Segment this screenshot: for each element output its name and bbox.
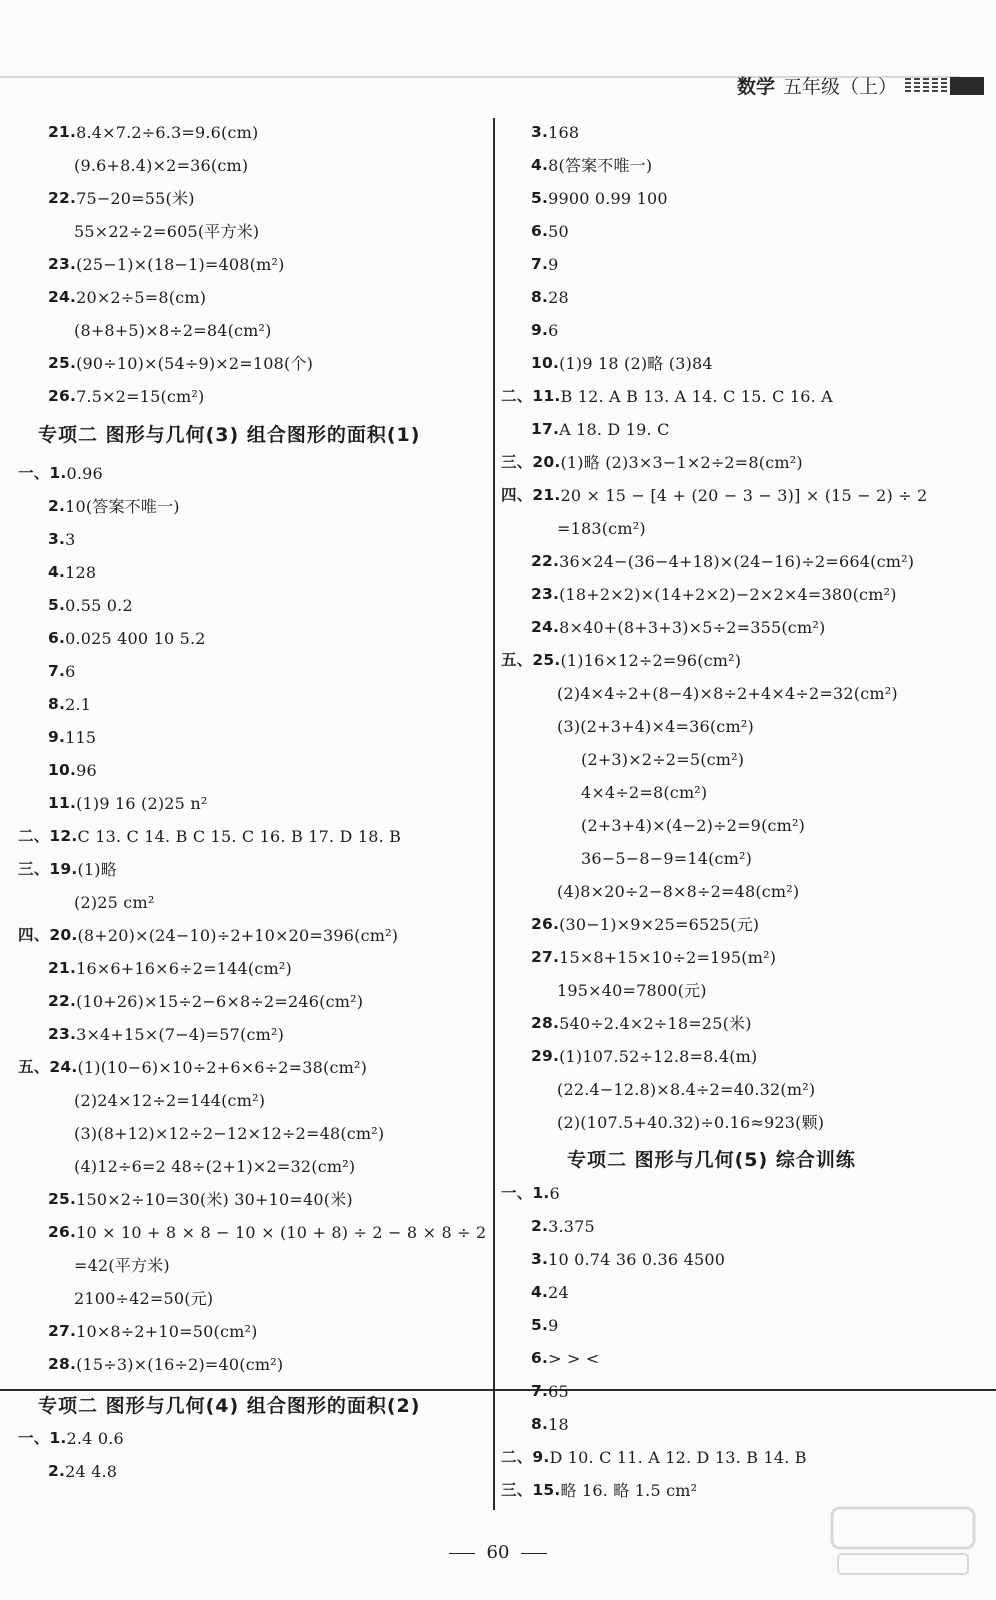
question-number: 7. [48,662,66,680]
question-number: 10. [531,354,560,372]
answer-line [18,721,488,754]
answer-line [501,314,981,347]
answer-line [501,1073,981,1106]
answer-text: B 12. A B 13. A 14. C 15. C 16. A [560,387,833,406]
answer-line [18,655,488,688]
question-number: 四、20. [18,926,78,944]
answer-line [501,413,981,446]
answer-line [18,853,488,886]
answer-text: (2+3+4)×(4−2)÷2=9(cm²) [581,816,806,835]
answer-text: =42(平方米) [74,1256,170,1275]
answer-text: (2)(107.5+40.32)÷0.16≈923(颗) [557,1113,825,1132]
answer-line [501,710,981,743]
answer-line [18,787,488,820]
answer-text: =183(cm²) [557,519,646,538]
answer-line [501,446,981,479]
answer-line [501,743,981,776]
answer-text: 10×8÷2+10=50(cm²) [76,1322,258,1341]
answer-line [501,1375,981,1408]
answer-line [501,842,981,875]
answer-text: 168 [548,123,580,142]
answer-line [501,1210,981,1243]
section-4-title: 专项二 图形与几何(4) 组合图形的面积(2) [38,1395,421,1417]
answer-text: (22.4−12.8)×8.4÷2=40.32(m²) [557,1080,816,1099]
answer-text: 10 × 10 + 8 × 8 − 10 × (10 + 8) ÷ 2 − 8 × 8 ÷ 2 [76,1223,487,1242]
answer-text: 20 × 15 − [4 + (20 − 3 − 3)] × (15 − 2) ÷ 2 [560,486,928,505]
answer-text: 36−5−8−9=14(cm²) [581,849,753,868]
question-number: 10. [48,761,77,779]
answer-line [501,1040,981,1073]
answer-line [18,688,488,721]
question-number: 23. [48,255,77,273]
question-number: 4. [531,156,549,174]
answer-text: 6 [548,321,559,340]
answer-line [501,116,981,149]
answer-text: 540÷2.4×2÷18=25(米) [559,1014,752,1033]
answer-line [18,622,488,655]
answer-text: (4)12÷6=2 48÷(2+1)×2=32(cm²) [74,1157,356,1176]
answer-text: (1)9 16 (2)25 n² [76,794,208,813]
answer-text: 0.96 [66,464,103,483]
question-number: 一、1. [18,1429,67,1447]
answer-line [501,611,981,644]
question-number: 3. [531,1250,549,1268]
answer-text: 4×4÷2=8(cm²) [581,783,708,802]
question-number: 7. [531,1382,549,1400]
question-number: 五、25. [501,651,561,669]
answer-line [18,1084,488,1117]
answer-text: 128 [65,563,97,582]
answer-text: 28 [548,288,569,307]
question-number: 2. [48,497,66,515]
question-number: 9. [48,728,66,746]
question-number: 三、15. [501,1481,561,1499]
question-number: 三、19. [18,860,78,878]
question-number: 28. [48,1355,77,1373]
answer-line [501,1177,981,1210]
answer-text: 75−20=55(米) [76,189,195,208]
question-number: 26. [48,387,77,405]
answer-line [501,479,981,512]
answer-line [18,1117,488,1150]
question-number: 23. [48,1025,77,1043]
answer-text: > > < [548,1349,600,1368]
question-number: 8. [531,1415,549,1433]
left-column [18,116,488,1381]
answer-text: 9 [548,1316,559,1335]
answer-line [18,248,488,281]
answer-text: 24 4.8 [65,1462,118,1481]
answer-text: (4)8×20÷2−8×8÷2=48(cm²) [557,882,800,901]
answer-text: 6 [549,1184,560,1203]
answer-text: (1)(10−6)×10÷2+6×6÷2=38(cm²) [77,1058,368,1077]
answer-line [501,809,981,842]
answer-text: A 18. D 19. C [559,420,670,439]
answer-text: 3 [65,530,76,549]
answer-text: (3)(8+12)×12÷2−12×12÷2=48(cm²) [74,1124,385,1143]
answer-line [18,1422,488,1455]
answer-line [501,1309,981,1342]
question-number: 17. [531,420,560,438]
answer-line [501,578,981,611]
answer-line [501,545,981,578]
answer-line [501,248,981,281]
question-number: 21. [48,123,77,141]
header-decoration [905,77,984,95]
question-number: 4. [48,563,66,581]
answer-line [18,314,488,347]
question-number: 四、21. [501,486,561,504]
answer-line [18,754,488,787]
answer-text: 9900 0.99 100 [548,189,668,208]
answer-line [501,1276,981,1309]
answers-section-4-continued [501,116,981,1139]
answer-line [18,556,488,589]
answer-text: 8(答案不唯一) [548,156,653,175]
question-number: 7. [531,255,549,273]
column-divider [493,118,495,1510]
answer-line [18,985,488,1018]
answer-text: (30−1)×9×25=6525(元) [559,915,760,934]
question-number: 22. [48,189,77,207]
answer-line [501,776,981,809]
answer-line [18,886,488,919]
answer-line [18,380,488,413]
answer-text: (25−1)×(18−1)=408(m²) [76,255,285,274]
answer-text: C 13. C 14. B C 15. C 16. B 17. D 18. B [77,827,402,846]
answer-text: 15×8+15×10÷2=195(m²) [559,948,777,967]
answer-text: 10 0.74 36 0.36 4500 [548,1250,726,1269]
answer-text: 195×40=7800(元) [557,981,707,1000]
answer-line [501,347,981,380]
answer-text: 7.5×2=15(cm²) [76,387,205,406]
answer-text: (90÷10)×(54÷9)×2=108(个) [76,354,314,373]
answers-section-4 [18,1422,488,1488]
question-number: 一、1. [501,1184,550,1202]
question-number: 5. [531,1316,549,1334]
answer-text: (1)略 [77,860,117,879]
question-number: 6. [48,629,66,647]
answer-line [18,1216,488,1249]
question-number: 6. [531,222,549,240]
answer-line [18,1315,488,1348]
answer-text: 略 16. 略 1.5 cm² [560,1481,698,1500]
answer-text: 8.4×7.2÷6.3=9.6(cm) [76,123,259,142]
question-number: 27. [48,1322,77,1340]
question-number: 6. [531,1349,549,1367]
answer-text: 20×2÷5=8(cm) [76,288,207,307]
answer-text: 10(答案不唯一) [65,497,180,516]
answer-line [501,1106,981,1139]
answer-line [18,215,488,248]
question-number: 24. [531,618,560,636]
answer-line [18,952,488,985]
question-number: 8. [48,695,66,713]
answer-text: 115 [65,728,97,747]
answers-section-5 [501,1177,981,1507]
answer-text: 0.55 0.2 [65,596,133,615]
answer-text: (1)107.52÷12.8=8.4(m) [559,1047,758,1066]
answer-line [501,875,981,908]
answer-line [18,1183,488,1216]
answer-line [18,1282,488,1315]
question-number: 3. [531,123,549,141]
answer-line [18,1249,488,1282]
answer-line [501,1007,981,1040]
answer-line [501,1408,981,1441]
question-number: 5. [48,596,66,614]
answer-text: 24 [548,1283,569,1302]
answer-line [18,116,488,149]
answer-line [501,644,981,677]
grade-label: 五年级（上） [782,76,897,98]
answer-line [501,281,981,314]
answer-line [501,908,981,941]
bottom-left-block [18,1392,488,1488]
answer-text: (1)9 18 (2)略 (3)84 [559,354,713,373]
answer-text: (3)(2+3+4)×4=36(cm²) [557,717,754,736]
question-number: 8. [531,288,549,306]
answer-text: (1)16×12÷2=96(cm²) [560,651,742,670]
answer-text: (2)4×4÷2+(8−4)×8÷2+4×4÷2=32(cm²) [557,684,898,703]
answer-line [501,1441,981,1474]
question-number: 5. [531,189,549,207]
answer-line [18,1018,488,1051]
answer-text: (10+26)×15÷2−6×8÷2=246(cm²) [76,992,364,1011]
answers-section-2 [18,116,488,413]
answer-text: 3.375 [548,1217,595,1236]
question-number: 25. [48,1190,77,1208]
answer-line [18,523,488,556]
question-number: 五、24. [18,1058,78,1076]
answer-line [18,182,488,215]
answer-line [18,347,488,380]
section-3-title: 专项二 图形与几何(3) 组合图形的面积(1) [38,424,421,446]
answer-text: (15÷3)×(16÷2)=40(cm²) [76,1355,284,1374]
answer-text: (1)略 (2)3×3−1×2÷2=8(cm²) [560,453,803,472]
answer-text: 36×24−(36−4+18)×(24−16)÷2=664(cm²) [559,552,915,571]
answer-line [501,215,981,248]
question-number: 二、12. [18,827,78,845]
right-column [501,116,981,1507]
answer-text: (8+20)×(24−10)÷2+10×20=396(cm²) [77,926,399,945]
question-number: 26. [531,915,560,933]
answer-text: (9.6+8.4)×2=36(cm) [74,156,249,175]
answer-text: (2+3)×2÷2=5(cm²) [581,750,745,769]
question-number: 三、20. [501,453,561,471]
question-number: 4. [531,1283,549,1301]
answer-line [18,1348,488,1381]
answer-text: 8×40+(8+3+3)×5÷2=355(cm²) [559,618,826,637]
page-header [737,72,984,99]
answer-line [501,941,981,974]
answer-text: D 10. C 11. A 12. D 13. B 14. B [549,1448,807,1467]
answer-line [501,1342,981,1375]
answer-line [18,1051,488,1084]
answer-text: (2)25 cm² [74,893,155,912]
answer-line [18,457,488,490]
answer-line [18,490,488,523]
answer-line [501,1243,981,1276]
question-number: 24. [48,288,77,306]
question-number: 二、9. [501,1448,550,1466]
answer-line [501,380,981,413]
answer-line [18,281,488,314]
answer-text: 18 [548,1415,569,1434]
question-number: 一、1. [18,464,67,482]
question-number: 21. [48,959,77,977]
page-number: 60 [486,1542,510,1563]
section-5-title: 专项二 图形与几何(5) 综合训练 [567,1149,856,1171]
answer-text: 50 [548,222,569,241]
answer-line [18,820,488,853]
answer-line [501,512,981,545]
answer-text: 2.4 0.6 [66,1429,124,1448]
answer-text: 3×4+15×(7−4)=57(cm²) [76,1025,285,1044]
question-number: 23. [531,585,560,603]
answer-text: (18+2×2)×(14+2×2)−2×2×4=380(cm²) [559,585,897,604]
question-number: 二、11. [501,387,561,405]
answer-text: 2.1 [65,695,92,714]
answer-line [501,182,981,215]
question-number: 28. [531,1014,560,1032]
subject-label: 数学 [736,76,775,98]
answer-text: 55×22÷2=605(平方米) [74,222,260,241]
question-number: 3. [48,530,66,548]
answer-text: 9 [548,255,559,274]
question-number: 22. [48,992,77,1010]
watermark-logo [828,1502,978,1580]
question-number: 11. [48,794,77,812]
answer-line [18,919,488,952]
answer-line [18,1150,488,1183]
question-number: 25. [48,354,77,372]
answers-section-3 [18,457,488,1381]
question-number: 2. [48,1462,66,1480]
answer-text: (8+8+5)×8÷2=84(cm²) [74,321,272,340]
answer-text: 96 [76,761,97,780]
answer-text: 0.025 400 10 5.2 [65,629,206,648]
answer-text: 65 [548,1382,569,1401]
question-number: 9. [531,321,549,339]
answer-line [18,1455,488,1488]
question-number: 29. [531,1047,560,1065]
answer-line [18,149,488,182]
answer-line [501,974,981,1007]
answer-line [501,149,981,182]
question-number: 26. [48,1223,77,1241]
answer-line [501,677,981,710]
answer-text: 150×2÷10=30(米) 30+10=40(米) [76,1190,353,1209]
answer-text: 6 [65,662,76,681]
answer-text: (2)24×12÷2=144(cm²) [74,1091,266,1110]
answer-text: 2100÷42=50(元) [74,1289,214,1308]
answer-line [18,589,488,622]
question-number: 27. [531,948,560,966]
question-number: 22. [531,552,560,570]
answer-text: 16×6+16×6÷2=144(cm²) [76,959,292,978]
question-number: 2. [531,1217,549,1235]
